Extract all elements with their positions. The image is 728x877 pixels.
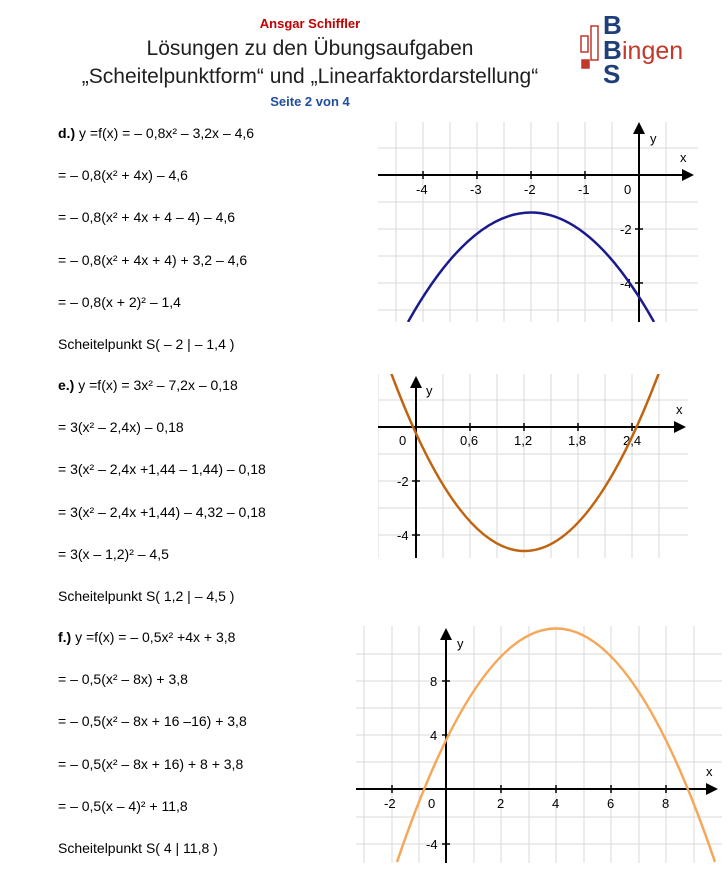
logo-bars-icon xyxy=(581,26,598,68)
graph-f-x-tick: 0 xyxy=(428,796,436,811)
logo-letter-b2: B xyxy=(603,35,622,65)
page-number: Seite 2 von 4 xyxy=(270,94,350,109)
graph-f-x-tick: 8 xyxy=(662,796,670,811)
exercise-f-step-4: = – 0,5(x – 4)² + 11,8 xyxy=(58,798,188,814)
exercise-e-step-3: = 3(x² – 2,4x +1,44) – 4,32 – 0,18 xyxy=(58,504,266,520)
graph-d-x-tick: -1 xyxy=(578,182,590,197)
graph-e-grid xyxy=(378,374,688,558)
graph-d xyxy=(378,122,698,324)
graph-d-x-tick: -2 xyxy=(524,182,536,197)
graph-e-x-tick: 2,4 xyxy=(623,433,642,448)
exercise-d-function: y =f(x) = – 0,8x² – 3,2x – 4,6 xyxy=(79,125,255,141)
graph-f-y-tick: 4 xyxy=(430,728,438,743)
exercise-d-vertex: Scheitelpunkt S( – 2 | – 1,4 ) xyxy=(58,336,235,352)
graph-e-parabola xyxy=(390,374,660,551)
graph-f-x-tick: 6 xyxy=(607,796,615,811)
exercise-f-label: f.) xyxy=(58,629,72,645)
graph-f-y-arrow-icon xyxy=(440,628,452,640)
exercise-e-step-2: = 3(x² – 2,4x +1,44 – 1,44) – 0,18 xyxy=(58,461,266,477)
graph-e-x-tick: 0,6 xyxy=(460,433,479,448)
exercise-e-line-1 xyxy=(58,377,238,393)
graph-e-x-arrow-icon xyxy=(674,421,686,433)
graph-e-x-tick: 0 xyxy=(399,433,407,448)
graph-e-x-tick: 1,2 xyxy=(514,433,533,448)
exercise-f-step-2: = – 0,5(x² – 8x + 16 –16) + 3,8 xyxy=(58,713,247,729)
graph-f-x-tick: -2 xyxy=(384,796,396,811)
graph-f-y-tick: 8 xyxy=(430,674,438,689)
exercise-f-line-1 xyxy=(58,629,235,645)
exercise-f-function: y =f(x) = – 0,5x² +4x + 3,8 xyxy=(75,629,236,645)
logo-letter-b1: B xyxy=(603,12,622,40)
exercise-d-step-2: = – 0,8(x² + 4x + 4 – 4) – 4,6 xyxy=(58,209,236,225)
graph-f-x-arrow-icon xyxy=(706,783,718,795)
exercise-e-label: e.) xyxy=(58,377,75,393)
graph-e-x-tick: 1,8 xyxy=(568,433,587,448)
exercise-d-step-4: = – 0,8(x + 2)² – 1,4 xyxy=(58,294,181,310)
graph-e-y-label: y xyxy=(426,383,433,398)
exercise-e-step-1: = 3(x² – 2,4x) – 0,18 xyxy=(58,419,184,435)
graph-f-x-tick: 4 xyxy=(552,796,560,811)
graph-d-x-tick: -3 xyxy=(470,182,482,197)
graph-f-y-label: y xyxy=(457,636,464,651)
graph-e-y-tick: -2 xyxy=(397,474,409,489)
graph-f-y-tick: -4 xyxy=(426,837,438,852)
graph-f-x-tick: 2 xyxy=(497,796,505,811)
logo-word: ingen xyxy=(622,37,684,65)
exercise-e-vertex: Scheitelpunkt S( 1,2 | – 4,5 ) xyxy=(58,588,235,604)
exercise-d-label: d.) xyxy=(58,125,76,141)
graph-e-x-label: x xyxy=(676,402,683,417)
graph-e xyxy=(378,374,688,558)
exercise-d-step-1: = – 0,8(x² + 4x) – 4,6 xyxy=(58,167,188,183)
page-title-line-1: Lösungen zu den Übungsaufgaben xyxy=(146,37,474,60)
graph-f-x-label: x xyxy=(706,764,713,779)
graph-d-y-label: y xyxy=(650,131,657,146)
logo-letter-s: S xyxy=(603,59,621,86)
page-title-line-2: „Scheitelpunktform“ und „Linearfaktordarstellung“ xyxy=(81,65,539,88)
graph-d-y-tick: -2 xyxy=(620,222,632,237)
graph-d-y-tick: -4 xyxy=(620,276,632,291)
graph-d-x-arrow-icon xyxy=(682,169,694,181)
graph-d-x-tick: 0 xyxy=(624,182,632,197)
exercise-f-vertex: Scheitelpunkt S( 4 | 11,8 ) xyxy=(58,840,218,856)
graph-f xyxy=(356,626,722,863)
exercise-e-step-4: = 3(x – 1,2)² – 4,5 xyxy=(58,546,169,562)
exercise-f-step-3: = – 0,5(x² – 8x + 16) + 8 + 3,8 xyxy=(58,756,244,772)
exercise-e-function: y =f(x) = 3x² – 7,2x – 0,18 xyxy=(78,377,238,393)
graph-d-y-arrow-icon xyxy=(633,122,645,134)
exercise-d-line-1 xyxy=(58,125,254,141)
graph-d-x-label: x xyxy=(680,150,687,165)
exercise-d-step-3: = – 0,8(x² + 4x + 4) + 3,2 – 4,6 xyxy=(58,252,248,268)
graph-e-y-arrow-icon xyxy=(410,376,422,388)
author-name: Ansgar Schiffler xyxy=(259,16,361,31)
graph-d-x-tick: -4 xyxy=(416,182,428,197)
bbs-bingen-logo xyxy=(577,12,717,86)
exercise-f-step-1: = – 0,5(x² – 8x) + 3,8 xyxy=(58,671,188,687)
graph-e-y-tick: -4 xyxy=(397,528,409,543)
